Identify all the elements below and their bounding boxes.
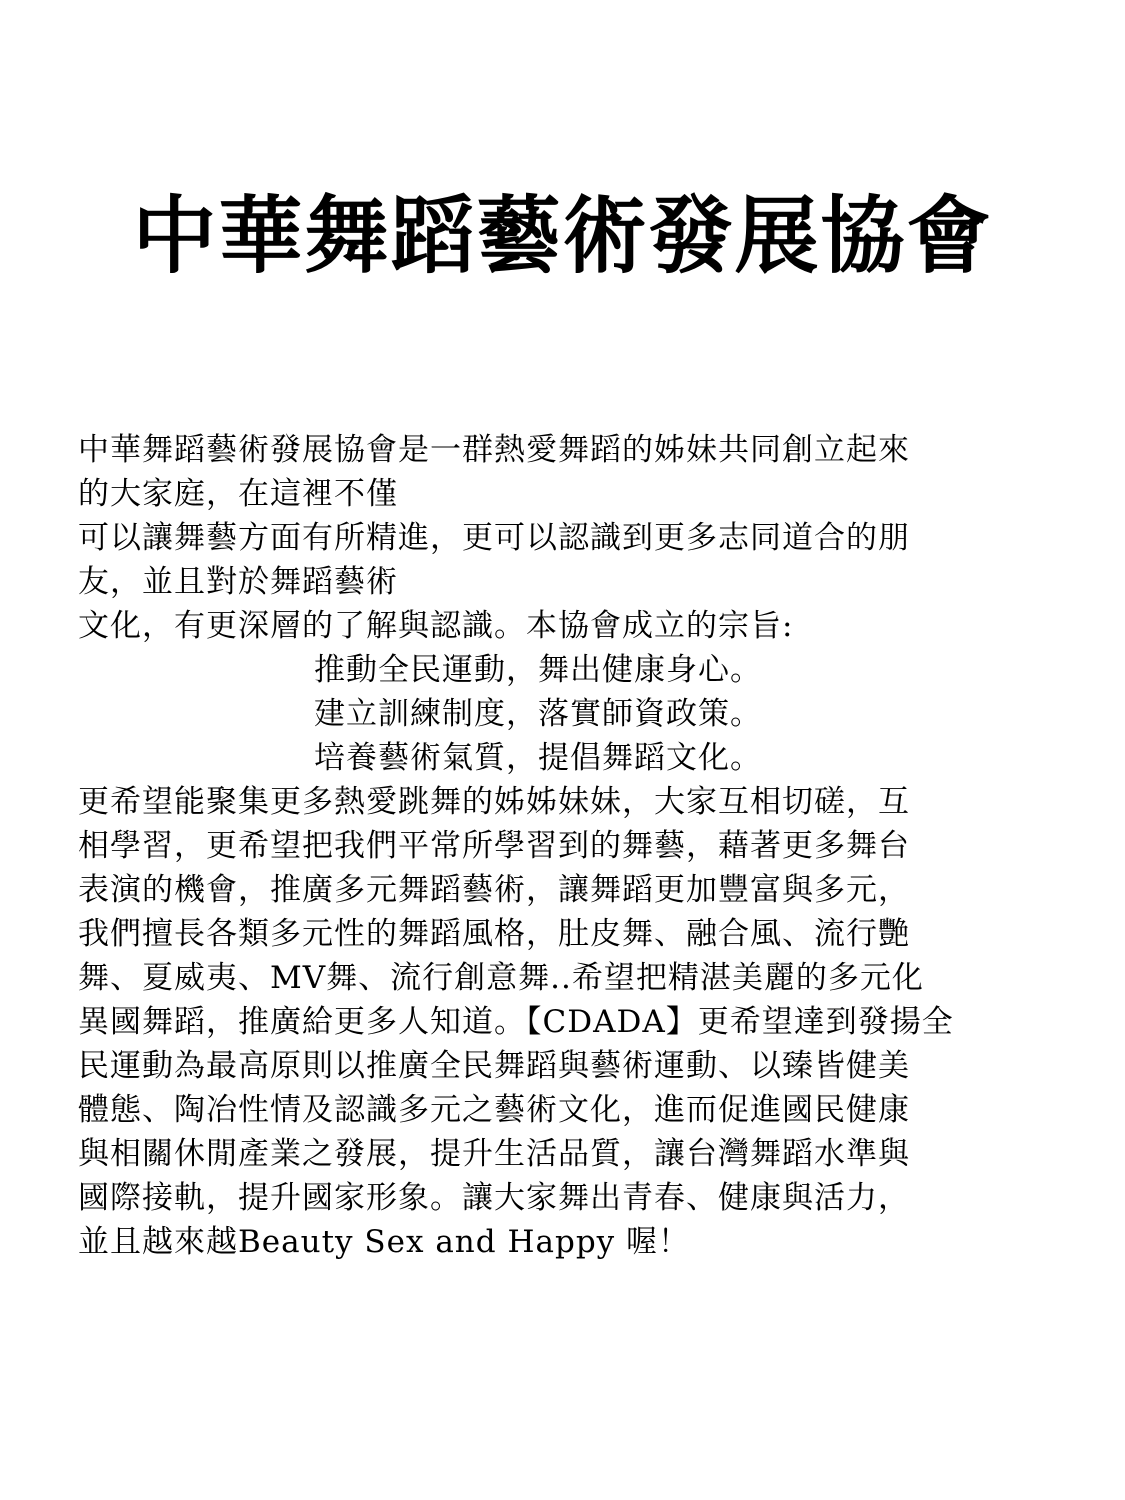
- closing-line-2: 相學習，更希望把我們平常所學習到的舞藝，藉著更多舞台: [78, 828, 910, 864]
- closing-line-6: 異國舞蹈，推廣給更多人知道。【CDADA】更希望達到發揚全: [78, 1004, 954, 1040]
- closing-line-4: 我們擅長各類多元性的舞蹈風格，肚皮舞、融合風、流行艷: [78, 916, 910, 952]
- closing-line-8: 體態、陶冶性情及認識多元之藝術文化，進而促進國民健康: [78, 1092, 910, 1128]
- document-title: 中華舞蹈藝術發展協會: [132, 186, 993, 285]
- closing-line-7: 民運動為最高原則以推廣全民舞蹈與藝術運動、以臻皆健美: [78, 1048, 910, 1084]
- closing-line-11: 並且越來越Beauty Sex and Happy 喔！: [78, 1224, 691, 1260]
- closing-line-10: 國際接軌，提升國家形象。讓大家舞出青春、健康與活力，: [78, 1180, 910, 1216]
- purpose-line-3: 培養藝術氣質，提倡舞蹈文化。: [314, 740, 762, 776]
- intro-line-1: 中華舞蹈藝術發展協會是一群熱愛舞蹈的姊妹共同創立起來: [78, 432, 910, 468]
- document-body: [78, 428, 1078, 1264]
- purpose-line-2: 建立訓練制度，落實師資政策。: [314, 696, 762, 732]
- purpose-line-1: 推動全民運動，舞出健康身心。: [314, 652, 762, 688]
- intro-line-3: 可以讓舞藝方面有所精進，更可以認識到更多志同道合的朋: [78, 520, 910, 556]
- intro-line-2: 的大家庭，在這裡不僅: [78, 476, 398, 512]
- closing-line-3: 表演的機會，推廣多元舞蹈藝術，讓舞蹈更加豐富與多元，: [78, 872, 910, 908]
- intro-line-5: 文化，有更深層的了解與認識。本協會成立的宗旨:: [78, 608, 794, 644]
- closing-line-1: 更希望能聚集更多熱愛跳舞的姊姊妹妹，大家互相切磋，互: [78, 784, 910, 820]
- closing-line-9: 與相關休閒產業之發展，提升生活品質，讓台灣舞蹈水準與: [78, 1136, 910, 1172]
- closing-line-5: 舞、夏威夷、MV舞、流行創意舞..希望把精湛美麗的多元化: [78, 960, 924, 996]
- intro-line-4: 友，並且對於舞蹈藝術: [78, 564, 398, 600]
